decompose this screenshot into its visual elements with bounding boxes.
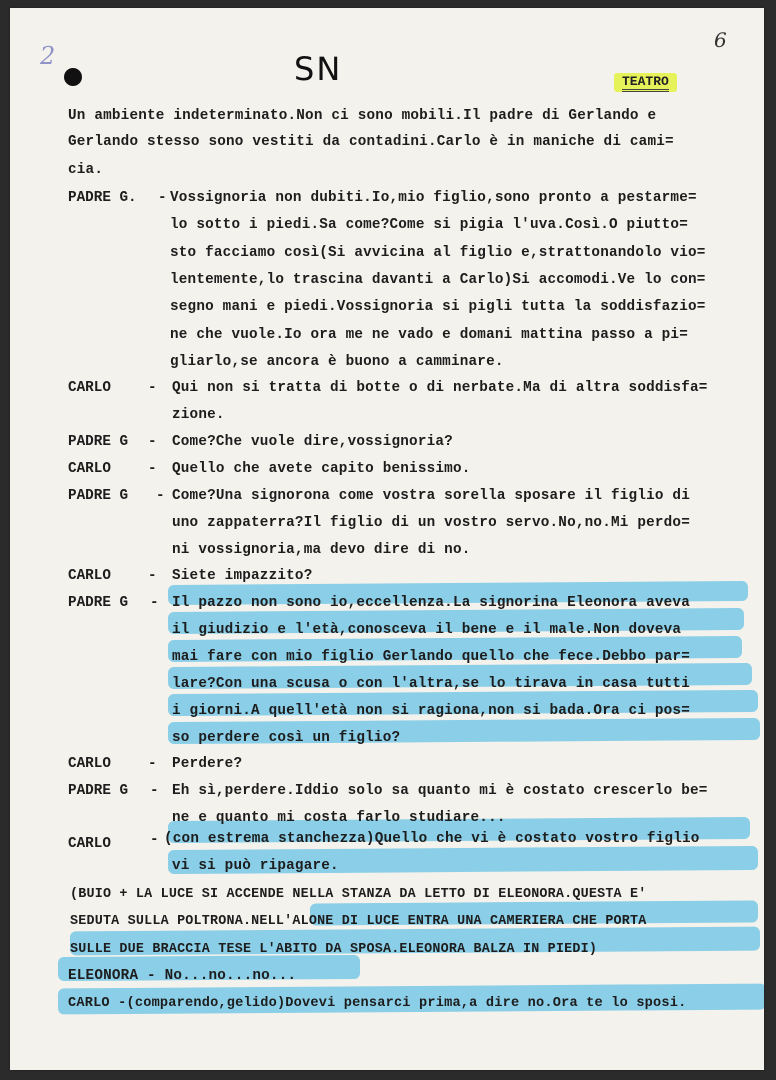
speaker-carlo: CARLO (68, 380, 111, 396)
dash: - (148, 756, 157, 772)
carlo-3-line-1: Siete impazzito? (172, 568, 313, 584)
speaker-carlo: CARLO (68, 461, 111, 477)
intro-line-2: Gerlando stesso sono vestiti da contadini.Carlo è in maniche di cami= (68, 134, 674, 150)
padre-2-line-1: Come?Che vuole dire,vossignoria? (172, 434, 453, 450)
dash: - (150, 595, 159, 611)
padre-1-line-1: Vossignoria non dubiti.Io,mio figlio,sono pronto a pestarme= (170, 190, 697, 206)
padre-1-line-3: sto facciamo così(Si avvicina al figlio e,strattonandolo vio= (170, 245, 706, 261)
dash: - (158, 190, 167, 206)
padre-4-line-2: il giudizio e l'età,conosceva il bene e il male.Non doveva (172, 622, 682, 638)
padre-4-line-4: lare?Con una scusa o con l'altra,se lo tirava in casa tutti (172, 676, 690, 692)
carlo-5-line-2: vi si può ripagare. (172, 858, 339, 874)
carlo-5-line-1: (con estrema stanchezza)Quello che vi è costato vostro figlio (164, 831, 700, 847)
intro-line-3: cia. (68, 162, 104, 178)
stage-direction-line-3: SULLE DUE BRACCIA TESE L'ABITO DA SPOSA.ELEONORA BALZA IN PIEDI) (70, 942, 598, 957)
padre-5-line-1: Eh sì,perdere.Iddio solo sa quanto mi è costato crescerlo be= (172, 783, 708, 799)
dash: - (148, 461, 157, 477)
eleonora-line: ELEONORA - No...no...no... (68, 968, 297, 984)
carlo-1-line-1: Qui non si tratta di botte o di nerbate.Ma di altra soddisfa= (172, 380, 708, 396)
padre-3-line-3: ni vossignoria,ma devo dire di no. (172, 542, 471, 558)
padre-3-line-1: Come?Una signorona come vostra sorella sposare il figlio di (172, 488, 690, 504)
padre-4-line-3: mai fare con mio figlio Gerlando quello che fece.Debbo par= (172, 649, 690, 665)
speaker-carlo: CARLO (68, 756, 111, 772)
speaker-carlo: CARLO (68, 568, 111, 584)
typescript-page (10, 8, 764, 1070)
padre-1-line-5: segno mani e piedi.Vossignoria si pigli tutta la soddisfazio= (170, 299, 706, 315)
carlo-4-line-1: Perdere? (172, 756, 243, 772)
speaker-padre: PADRE G (68, 595, 129, 611)
dash: - (148, 434, 157, 450)
teatro-stamp-label: TEATRO (622, 74, 669, 92)
carlo-final-line: CARLO -(comparendo,gelido)Dovevi pensarci prima,a dire no.Ora te lo sposi. (68, 996, 687, 1011)
speaker-padre: PADRE G. (68, 190, 137, 206)
dash: - (150, 783, 159, 799)
carlo-2-line-1: Quello che avete capito benissimo. (172, 461, 471, 477)
padre-4-line-6: so perdere così un figlio? (172, 730, 401, 746)
handwritten-section-code: SN (294, 50, 343, 88)
padre-4-line-5: i giorni.A quell'età non si ragiona,non si bada.Ora ci pos= (172, 703, 690, 719)
speaker-carlo: CARLO (68, 836, 111, 852)
dash: - (150, 832, 159, 848)
padre-1-line-6: ne che vuole.Io ora me ne vado e domani mattina passo a pi= (170, 327, 688, 343)
dash: - (148, 568, 157, 584)
stage-direction-line-2: SEDUTA SULLA POLTRONA.NELL'ALONE DI LUCE ENTRA UNA CAMERIERA CHE PORTA (70, 914, 647, 929)
padre-1-line-7: gliarlo,se ancora è buono a camminare. (170, 354, 504, 370)
stage-direction-line-1: (BUIO + LA LUCE SI ACCENDE NELLA STANZA DA LETTO DI ELEONORA.QUESTA E' (70, 887, 647, 902)
punch-hole (64, 68, 82, 86)
padre-5-line-2: ne e quanto mi costa farlo studiare... (172, 810, 506, 826)
speaker-padre: PADRE G (68, 488, 129, 504)
speaker-padre: PADRE G (68, 783, 129, 799)
handwritten-page-number-left: 2 (40, 42, 56, 70)
padre-1-line-2: lo sotto i piedi.Sa come?Come si pigia l'uva.Così.O piutto= (170, 217, 688, 233)
carlo-1-line-2: zione. (172, 407, 225, 423)
padre-1-line-4: lentemente,lo trascina davanti a Carlo)Si accomodi.Ve lo con= (170, 272, 706, 288)
speaker-padre: PADRE G (68, 434, 129, 450)
intro-line-1: Un ambiente indeterminato.Non ci sono mobili.Il padre di Gerlando e (68, 108, 657, 124)
dash: - (156, 488, 165, 504)
padre-3-line-2: uno zappaterra?Il figlio di un vostro servo.No,no.Mi perdo= (172, 515, 690, 531)
padre-4-line-1: Il pazzo non sono io,eccellenza.La signorina Eleonora aveva (172, 595, 690, 611)
teatro-stamp (614, 73, 677, 92)
dash: - (148, 380, 157, 396)
handwritten-page-number-right: 6 (714, 28, 727, 52)
